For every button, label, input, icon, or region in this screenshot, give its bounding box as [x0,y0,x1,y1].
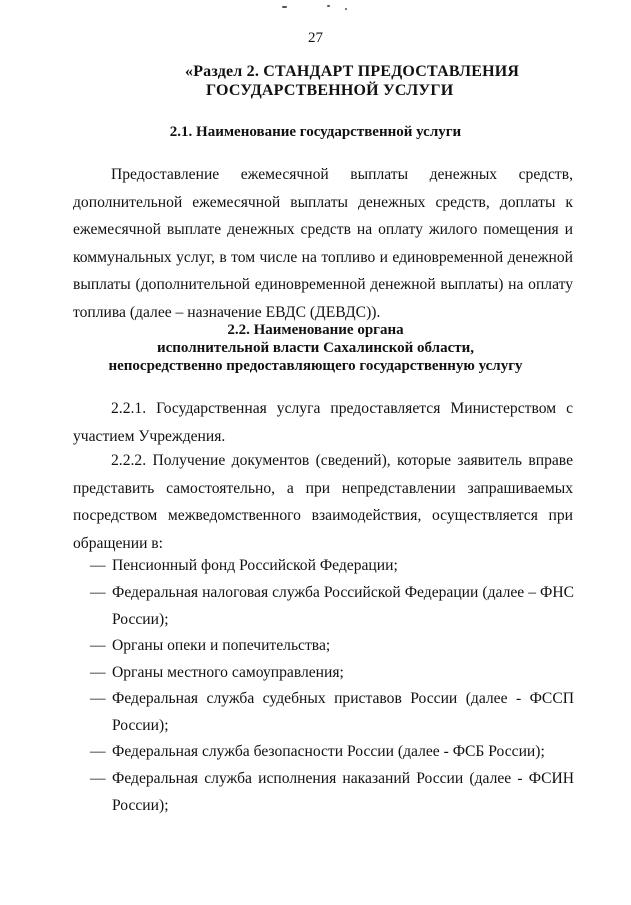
paragraph-2-2-1 [73,395,573,450]
list-item-text: Органы местного самоуправления; [112,664,344,681]
scan-speck [327,5,330,7]
section-title [185,62,519,100]
heading-2-2-line-3: непосредственно предоставляющего государственную услугу [108,358,523,374]
text-line: обращении в: [73,534,164,552]
heading-2-1: 2.1. Наименование государственной услуги [169,124,462,140]
scan-speck [282,6,287,8]
dash-bullet: — [90,743,106,760]
list-item-text: Федеральная служба безопасности России (далее - ФСБ России); [112,743,545,760]
page-number: 27 [308,30,323,46]
heading-2-2-line-1: 2.2. Наименование органа [227,322,404,338]
text-line: топлива (далее – назначение ЕВДС (ДЕВДС)). [73,303,381,321]
list-item-text: России); [112,797,169,814]
text-line: дополнительной ежемесячной выплаты денежных средств, доплаты к [73,193,573,211]
heading-2-2 [0,321,631,375]
section-title-line-1: «Раздел 2. СТАНДАРТ ПРЕДОСТАВЛЕНИЯ [185,63,520,80]
text-line: коммунальных услуг, в том числе на топливо и единовременной денежной [73,248,573,266]
heading-2-2-line-2: исполнительной власти Сахалинской области, [156,340,474,356]
dash-bullet: — [90,557,106,574]
paragraph-2-2-2 [73,447,573,557]
dash-bullet: — [90,664,106,681]
text-line: участием Учреждения. [73,427,226,445]
list-item [90,765,574,819]
list-item-text: Федеральная налоговая служба Российской Федерации (далее – ФНС [112,584,574,601]
scan-speck [345,8,347,10]
paragraph-2-1 [73,161,573,327]
text-line: выплаты (дополнительной единовременной денежной выплаты) на оплату [73,276,573,294]
list-item [90,685,574,739]
dash-bullet: — [90,690,106,707]
list-item-text: России); [112,717,169,734]
list-item-text: Федеральная служба судебных приставов России (далее - ФССП [112,690,574,707]
text-line: ежемесячной выплате денежных средств на оплату жилого помещения и [73,221,573,239]
text-line: посредством межведомственного взаимодействия, осуществляется при [73,507,573,525]
list-item [90,659,574,686]
dash-bullet: — [90,770,106,787]
dash-bullet: — [90,584,106,601]
list-item-text: России); [112,611,169,628]
text-line: 2.2.1. Государственная услуга предоставляется Министерством с [111,400,573,417]
dash-bullet: — [90,637,106,654]
text-line: Предоставление ежемесячной выплаты денежных средств, [111,166,573,183]
list-item [90,632,574,659]
list-item [90,738,574,765]
section-title-line-2: ГОСУДАРСТВЕННОЙ УСЛУГИ [206,82,454,99]
text-line: представить самостоятельно, а при непредставлении запрашиваемых [73,479,573,497]
list-item-text: Федеральная служба исполнения наказаний России (далее - ФСИН [112,770,574,787]
list-item-text: Пенсионный фонд Российской Федерации; [112,557,398,574]
list-item [90,552,574,579]
text-line: 2.2.2. Получение документов (сведений), которые заявитель вправе [111,452,573,469]
list-item [90,579,574,633]
list-item-text: Органы опеки и попечительства; [112,637,331,654]
